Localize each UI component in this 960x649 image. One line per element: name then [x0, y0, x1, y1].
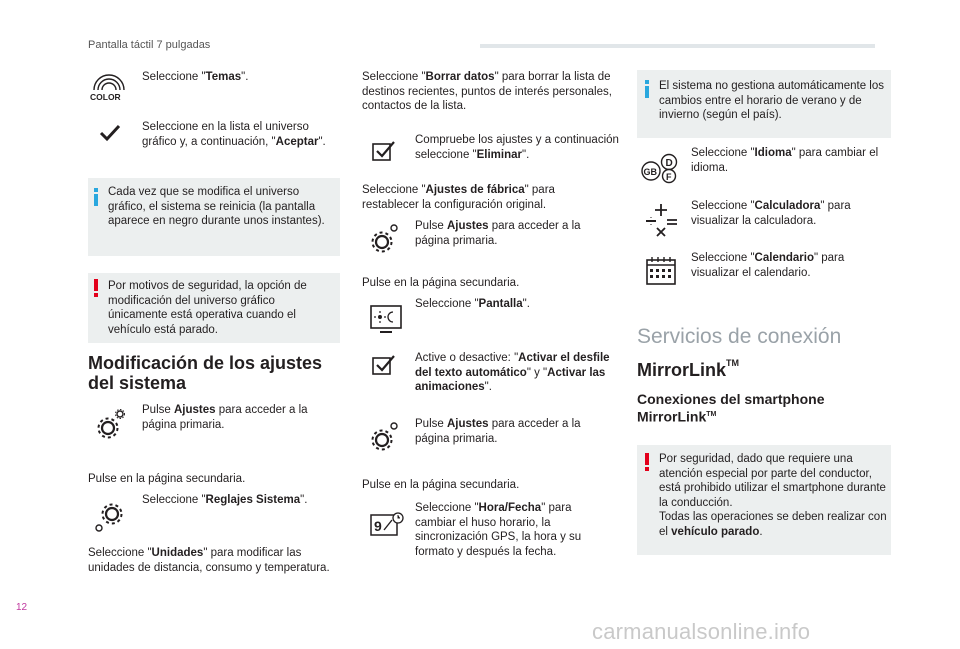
info-box-daylight — [637, 70, 891, 138]
lang-gb-label: GB — [643, 167, 657, 177]
select-hora-text: Seleccione "Hora/Fecha" para cambiar el huso horario, la sincronización GPS, la hora y su formato y después la fecha. — [415, 502, 582, 558]
settings-gear-icon — [94, 408, 128, 447]
select-universe-text: Seleccione en la lista el universo gráfico y, a continuación, "Aceptar". — [142, 121, 326, 148]
page-header-title: Pantalla táctil 7 pulgadas — [88, 39, 211, 51]
color-palette-icon — [88, 72, 130, 106]
warning-box-smartphone-text: Por seguridad, dado que requiere una atención especial por parte del conductor, está prohibido utilizar el smartphone durante la conducción. Todas las operaciones se deben realizar con el vehículo parado. — [659, 453, 887, 538]
mirrorlink-heading: MirrorLink™ — [637, 358, 740, 380]
select-borrar-text: Seleccione "Borrar datos" para borrar la lista de destinos recientes, puntos de interés personales, contactos de la lista. — [362, 71, 612, 112]
press-settings-text-3: Pulse Ajustes para acceder a la página primaria. — [415, 418, 581, 445]
select-pantalla-text: Seleccione "Pantalla". — [415, 298, 530, 310]
confirm-checkbox-icon — [372, 138, 398, 167]
lang-f-label: F — [666, 172, 672, 182]
settings-gear-icon-3 — [368, 420, 402, 459]
secondary-page-text-1: Pulse en la página secundaria. — [88, 473, 246, 485]
info-box-text: Cada vez que se modifica el universo gráfico, el sistema se reinicia (la pantalla aparece en negro durante unos instantes). — [108, 186, 325, 227]
select-unidades-text: Seleccione "Unidades" para modificar las unidades de distancia, consumo y temperatura. — [88, 547, 330, 574]
info-icon-2 — [645, 86, 649, 98]
calculator-icon — [645, 203, 679, 242]
warning-icon — [94, 279, 98, 291]
press-settings-text-1: Pulse Ajustes para acceder a la página primaria. — [142, 404, 308, 431]
select-idioma-text: Seleccione "Idioma" para cambiar el idioma. — [691, 147, 879, 174]
select-calculadora-text: Seleccione "Calculadora" para visualizar la calculadora. — [691, 200, 851, 227]
svg-text:9: 9 — [374, 518, 382, 534]
settings-gear-icon-2 — [368, 222, 402, 261]
activate-options-text: Active o desactive: "Activar el desfile del texto automático" y "Activar las animaciones". — [415, 352, 610, 393]
select-reglajes-text: Seleccione "Reglajes Sistema". — [142, 494, 308, 506]
press-settings-text-2: Pulse Ajustes para acceder a la página primaria. — [415, 220, 581, 247]
language-icon — [641, 153, 681, 188]
calendar-icon — [646, 256, 678, 291]
warning-box-text: Por motivos de seguridad, la opción de modificación del universo gráfico únicamente está operativa cuando el vehículo está parado. — [108, 280, 307, 336]
warning-icon-2 — [645, 453, 649, 465]
select-calendario-text: Seleccione "Calendario" para visualizar el calendario. — [691, 252, 845, 279]
color-icon-label: COLOR — [90, 92, 121, 102]
check-eliminar-text: Compruebe los ajustes y a continuación seleccione "Eliminar". — [415, 134, 619, 161]
lang-d-label: D — [665, 158, 673, 169]
display-brightness-icon — [370, 305, 404, 340]
secondary-page-text-3: Pulse en la página secundaria. — [362, 479, 520, 491]
secondary-page-text-2: Pulse en la página secundaria. — [362, 277, 520, 289]
select-temas-text: Seleccione "Temas". — [142, 71, 249, 83]
warning-box-universe — [88, 273, 340, 343]
select-fabrica-text: Seleccione "Ajustes de fábrica" para restablecer la configuración original. — [362, 184, 555, 211]
warning-box-smartphone — [637, 445, 891, 555]
info-box-daylight-text: El sistema no gestiona automáticamente los cambios entre el horario de verano y de invierno (según el país). — [659, 80, 885, 121]
smartphone-connections-heading: Conexiones del smartphone MirrorLink™ — [637, 391, 825, 425]
system-settings-gear-icon — [94, 500, 128, 539]
header-rule — [480, 44, 875, 48]
connection-services-heading: Servicios de conexión — [637, 325, 842, 348]
toggle-checkbox-icon — [372, 352, 398, 381]
info-box-universe — [88, 178, 340, 256]
watermark: carmanualsonline.info — [592, 619, 811, 644]
info-icon — [94, 194, 98, 206]
check-icon — [99, 124, 121, 147]
system-settings-heading: Modificación de los ajustes del sistema — [88, 353, 323, 393]
page-number: 12 — [16, 602, 28, 613]
time-date-icon — [370, 512, 404, 543]
